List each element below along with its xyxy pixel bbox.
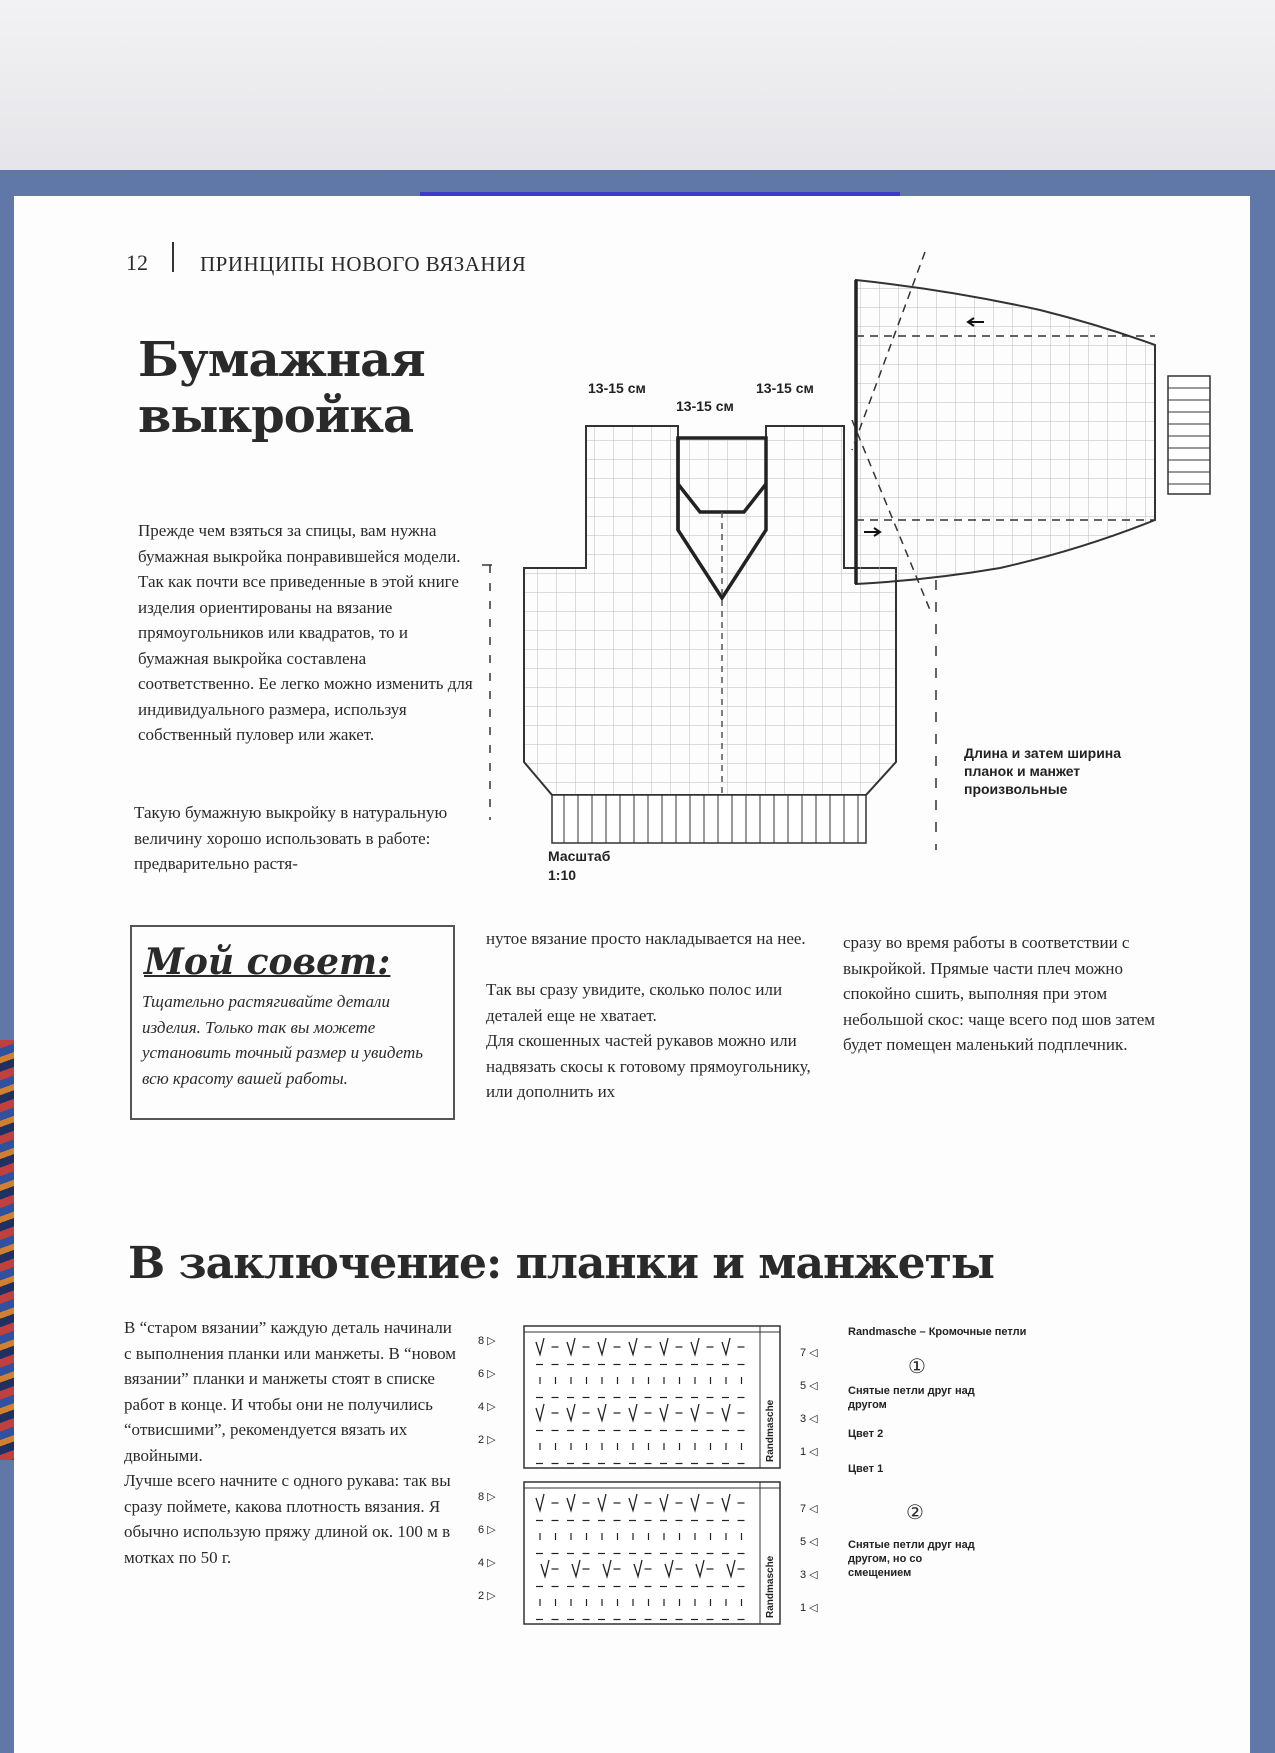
ribbing-band [552,795,866,843]
paragraph-column-3: сразу во время работы в соответствии с выкройкой. Прямые части плеч можно спокойно сшить, выполняя при этом небольшой скос: чаще всего под шов затем будет помещен маленький подплечник. [843,933,1156,1054]
tip-box [130,925,455,1120]
row-number-right: 3 ◁ [800,1413,818,1425]
row-number-left: 2 ▷ [478,1590,496,1602]
label-color-1: Цвет 1 [848,1463,884,1475]
row-number-left: 8 ▷ [478,1335,496,1347]
row-number-left: 6 ▷ [478,1524,496,1536]
row-number-left: 4 ▷ [478,1401,496,1413]
label-slipped-offset: Снятые петли друг над другом, но со смещением [848,1539,975,1579]
knit-chart-2 [524,1482,780,1624]
measure-label-mid: 13-15 см [676,398,734,414]
row-number-left: 2 ▷ [478,1434,496,1446]
knit-chart-1 [524,1326,780,1468]
paragraph-bands-cuffs: В “старом вязании” каждую деталь начинали с выполнения планки или манжеты. В “новом вязании” планки и манжеты стоят в списке работ в конце. И чтобы они не получились “отвисшими”, рекомендуется вязать их двойными. Лучше всего начните с одного рукава: так вы сразу поймете, какова плотность вязания. Я обычно использую пряжу длиной ок. 100 м в мотках по 50 г. [124,1318,457,1567]
scale-label: Масштаб [548,848,611,864]
measure-label-left: 13-15 см [588,380,646,396]
sleeve [852,252,1155,610]
paragraph-column-2: нутое вязание просто накладывается на нее. Так вы сразу увидите, сколько полос или деталей еще не хватает. Для скошенных частей рукавов можно или надвязать скосы к готовому прямоугольнику, или дополнить их [486,929,811,1101]
label-color-2: Цвет 2 [848,1428,884,1440]
row-number-right: 7 ◁ [800,1347,818,1359]
knitting-charts [470,1320,1030,1630]
row-number-right: 5 ◁ [800,1380,818,1392]
legend-title: Randmasche – Кромочные петли [848,1326,1027,1338]
cuff [1168,376,1210,494]
row-number-left: 8 ▷ [478,1491,496,1503]
paragraph-life-size: Такую бумажную выкройку в натуральную величину хорошо использовать в работе: предварительно растя- [134,803,448,873]
section-title-bands-cuffs: В заключение: планки и манжеты [128,1238,994,1289]
row-number-left: 4 ▷ [478,1557,496,1569]
marker-2: ② [906,1500,924,1524]
scale-value: 1:10 [548,867,577,883]
edge-label-1: Randmasche [765,1399,776,1462]
label-slipped-stitches: Снятые петли друг над другом [848,1385,975,1411]
tip-text: Тщательно растягивайте детали изделия. Только так вы можете установить точный размер и увидеть всю красоту вашей работы. [142,992,423,1088]
running-header: ПРИНЦИПЫ НОВОГО ВЯЗАНИЯ [200,252,527,276]
row-number-right: 7 ◁ [800,1503,818,1515]
row-number-right: 5 ◁ [800,1536,818,1548]
row-number-right: 3 ◁ [800,1569,818,1581]
section-title-paper-pattern: Бумажная выкройка [138,332,425,444]
header-divider [172,242,174,272]
tip-title: Мой совет: [144,941,391,983]
body-front-back [524,426,896,795]
row-number-right: 1 ◁ [800,1446,818,1458]
bands-note: Длина и затем ширина планок и манжет произвольные [964,745,1122,797]
marker-1: ① [908,1354,926,1378]
row-number-left: 6 ▷ [478,1368,496,1380]
row-number-right: 1 ◁ [800,1602,818,1614]
scanner-background [0,0,1275,190]
paragraph-intro: Прежде чем взяться за спицы, вам нужна бумажная выкройка понравившейся модели. Так как почти все приведенные в этой книге изделия ориентированы на вязание прямоугольников или квадратов, то и бумажная выкройка составлена соответственно. Ее легко можно изменить для индивидуального размера, используя собственный пуловер или жакет. [138,521,473,744]
page-number: 12 [126,250,148,275]
edge-label-2: Randmasche [765,1555,776,1618]
measure-label-right: 13-15 см [756,380,814,396]
